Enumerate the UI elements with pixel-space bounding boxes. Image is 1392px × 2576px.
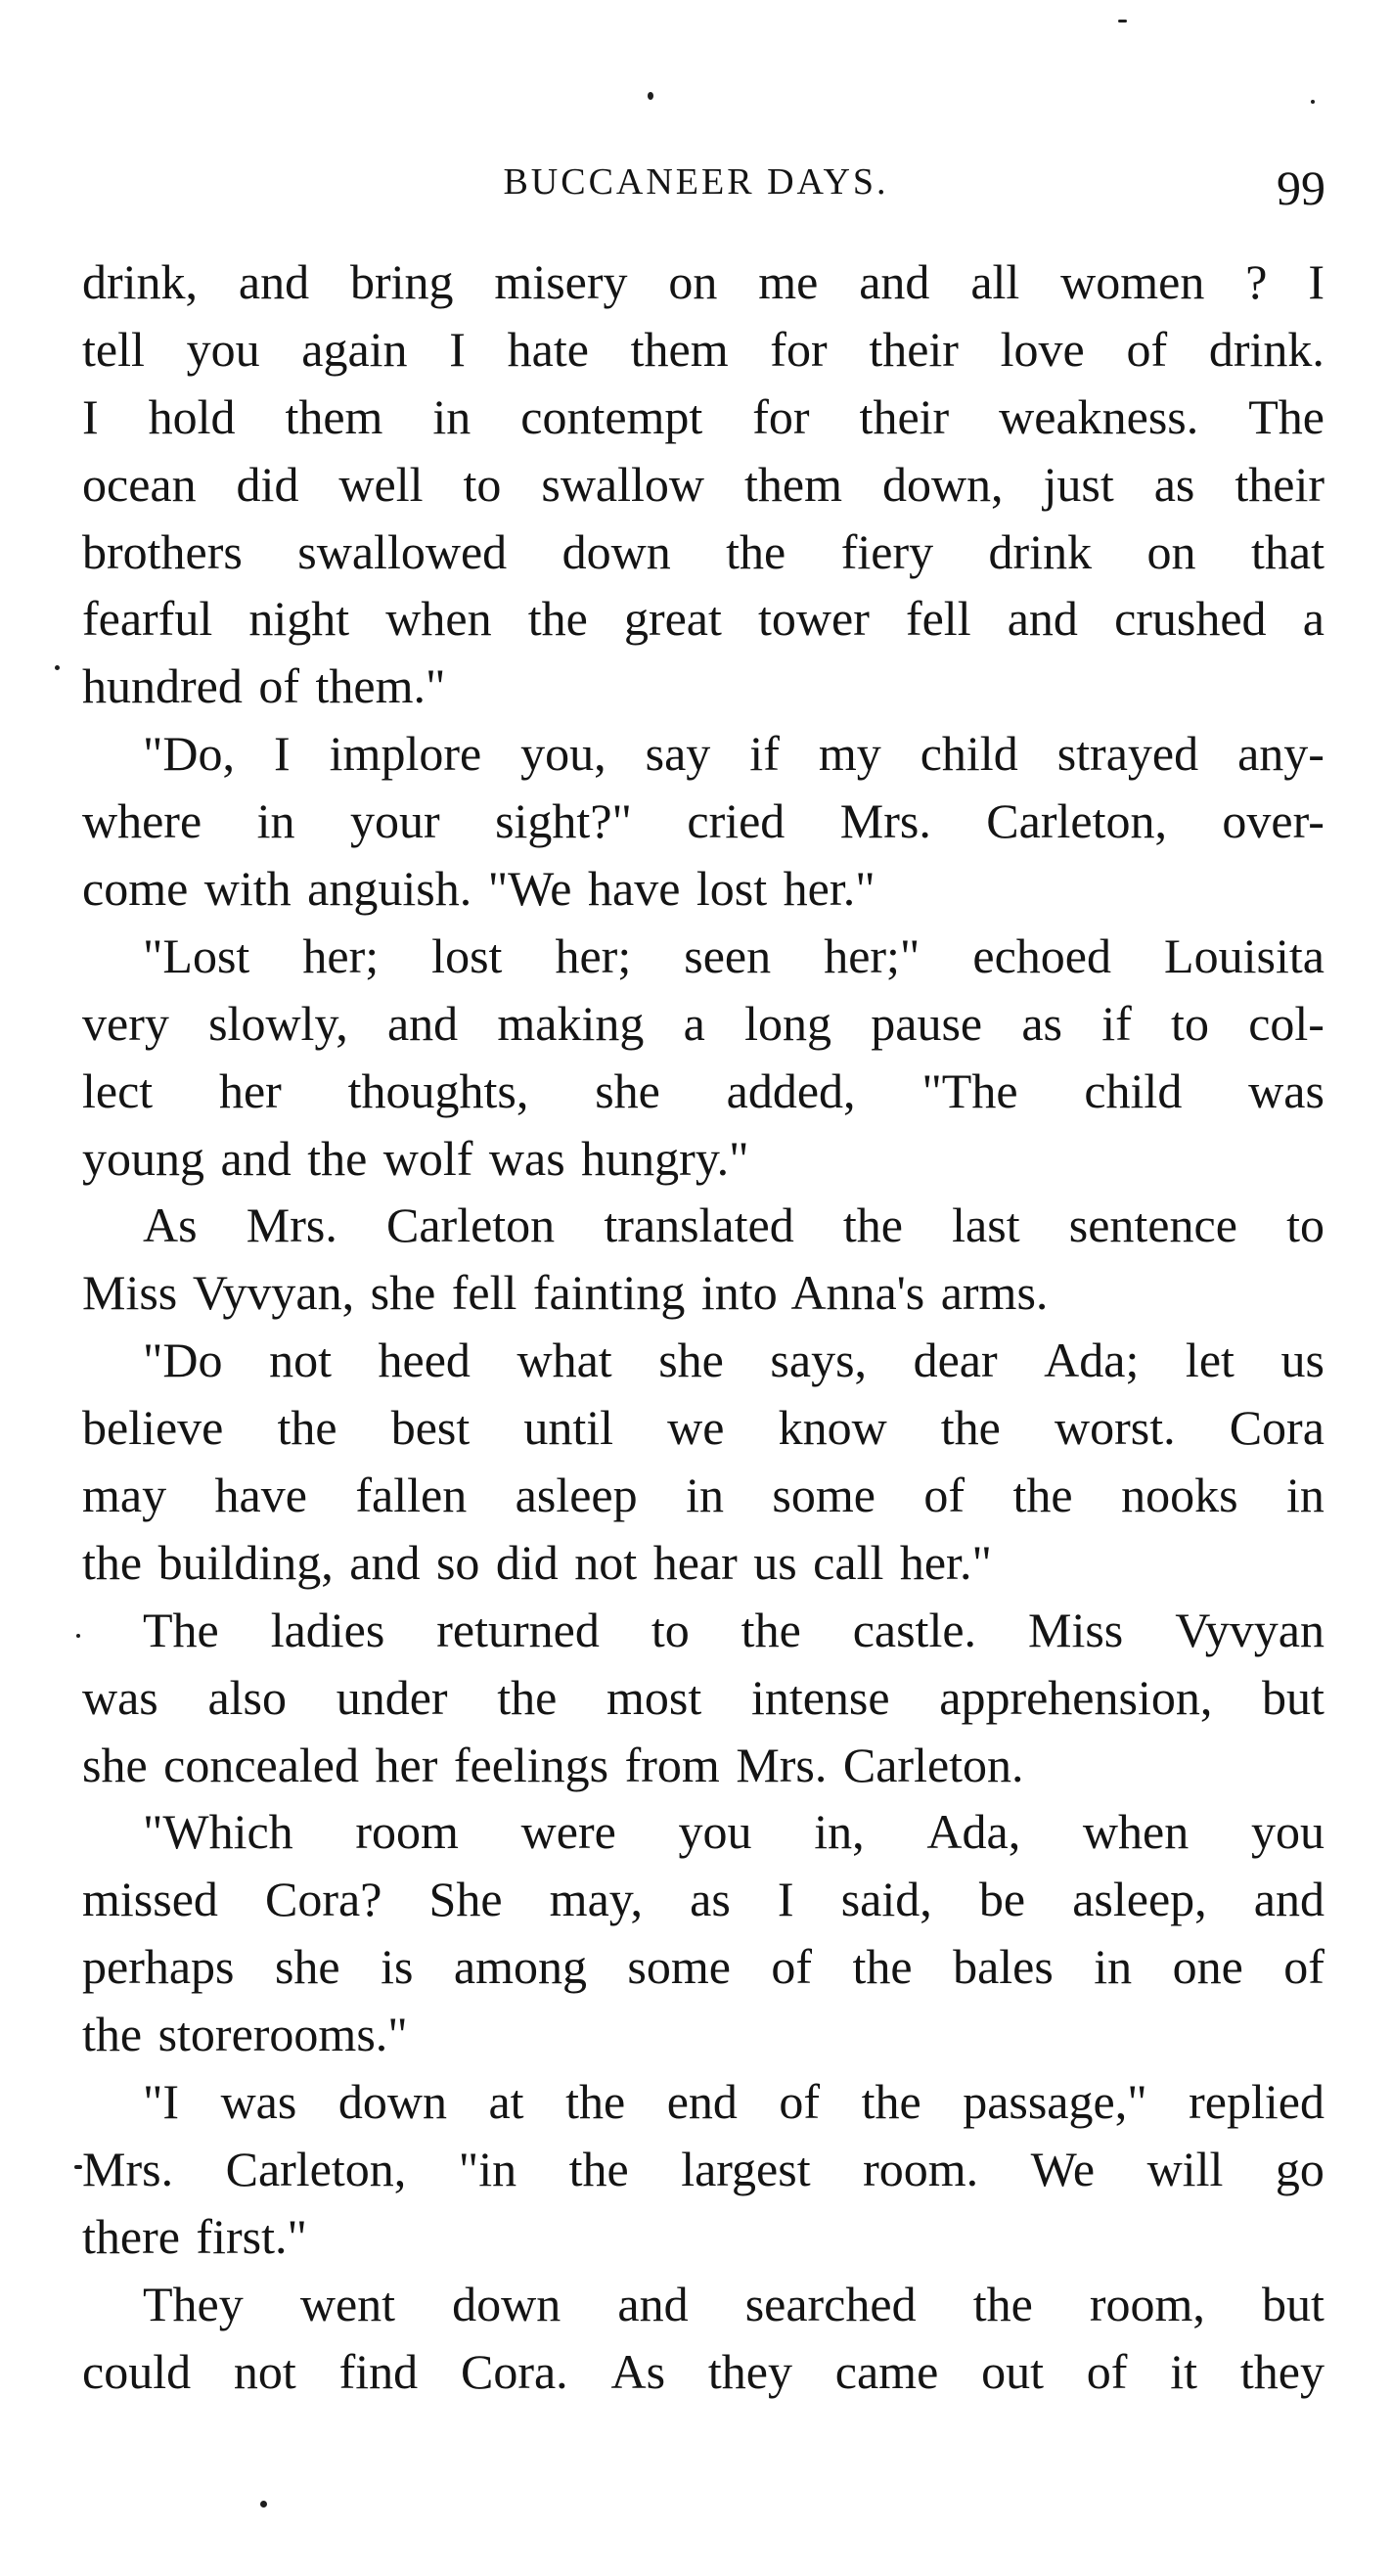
print-speck [648,92,653,100]
text-line: was also under the most intense apprehension, but [82,1669,1325,1725]
body-text [82,249,1325,2406]
page-header [0,147,1392,215]
text-line: could not find Cora. As they came out of it they [82,2343,1325,2399]
text-line: perhaps she is among some of the bales in one of [82,1939,1325,1995]
text-line: lect her thoughts, she added, "The child was [82,1062,1325,1118]
print-speck [74,2165,82,2169]
text-line: believe the best until we know the worst. Cora [82,1400,1325,1456]
text-line: missed Cora? She may, as I said, be asleep, and [82,1872,1325,1927]
text-line: Miss Vyvyan, she fell fainting into Anna's arms. [82,1265,1049,1321]
text-line: there first." [82,2208,307,2264]
print-speck [76,1634,80,1638]
text-line: fearful night when the great tower fell and crushed a [82,591,1325,647]
text-line: brothers swallowed down the fiery drink on that [82,523,1325,579]
text-line: tell you again I hate them for their love of drink. [82,321,1325,377]
text-line: The ladies returned to the castle. Miss Vyvyan [143,1602,1325,1657]
text-line: where in your sight?" cried Mrs. Carleton, over- [82,793,1325,849]
text-line: hundred of them." [82,658,446,714]
text-line: she concealed her feelings from Mrs. Carleton. [82,1737,1024,1792]
text-line: ocean did well to swallow them down, just as their [82,456,1325,512]
text-line: the building, and so did not hear us call her." [82,1534,992,1590]
text-line: "Do, I implore you, say if my child strayed any- [143,726,1325,782]
print-speck [1118,20,1127,23]
text-line: come with anguish. "We have lost her." [82,861,876,917]
print-speck [1311,100,1315,104]
page-number: 99 [1277,160,1325,215]
text-line: the storerooms." [82,2007,408,2062]
text-line: "Do not heed what she says, dear Ada; let us [143,1333,1325,1388]
running-title: BUCCANEER DAYS. [503,161,889,203]
text-line: very slowly, and making a long pause as if to col- [82,995,1325,1051]
text-line: They went down and searched the room, but [143,2276,1325,2331]
text-line: As Mrs. Carleton translated the last sentence to [143,1198,1325,1253]
text-line: drink, and bring misery on me and all women ? I [82,254,1325,309]
text-line: I hold them in contempt for their weakness. The [82,388,1325,444]
print-speck [55,665,60,670]
text-line: "Lost her; lost her; seen her;" echoed Louisita [143,927,1325,983]
text-line: "Which room were you in, Ada, when you [143,1804,1325,1860]
print-speck [260,2501,267,2508]
text-line: young and the wolf was hungry." [82,1130,749,1186]
text-line: may have fallen asleep in some of the nooks in [82,1468,1325,1523]
text-line: "I was down at the end of the passage," replied [143,2074,1325,2130]
text-line: Mrs. Carleton, "in the largest room. We will go [82,2141,1325,2196]
